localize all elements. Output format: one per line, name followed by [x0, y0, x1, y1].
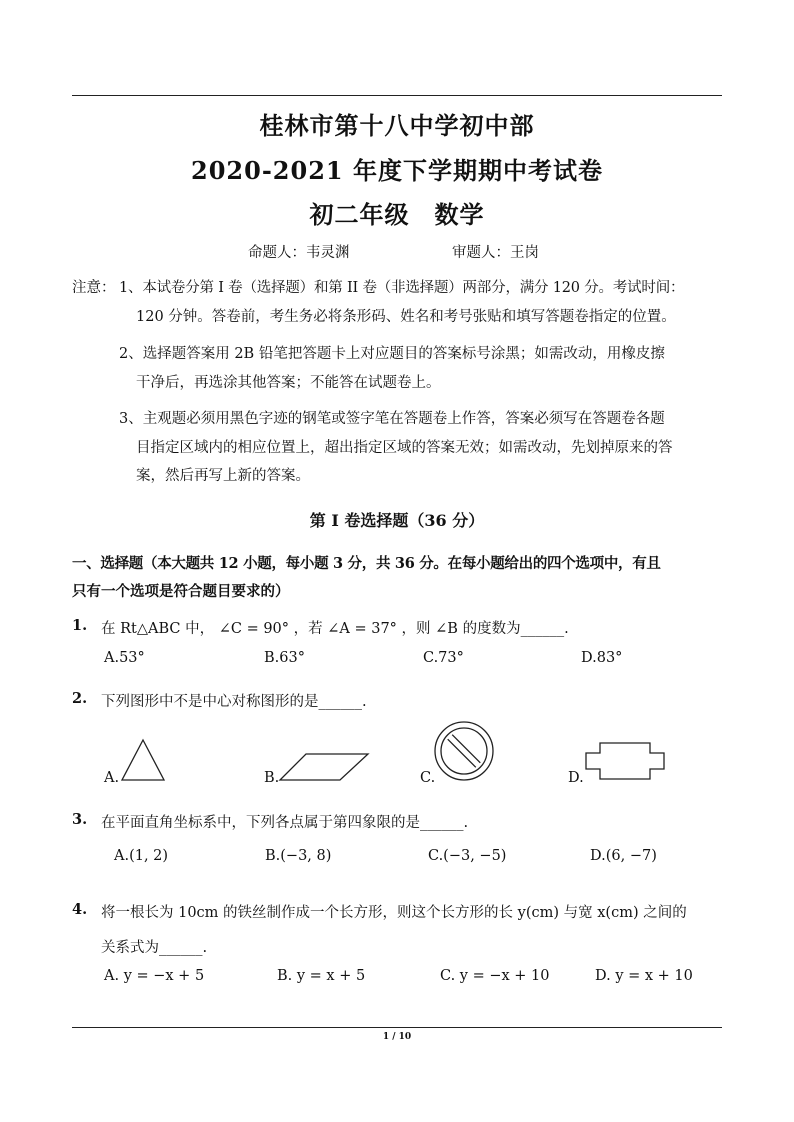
- q2-option-b: B.: [264, 770, 280, 786]
- exam-title: 2020-2021 年度下学期期中考试卷: [191, 156, 603, 185]
- q2-text: 下列图形中不是中心对称图形的是______.: [101, 694, 367, 710]
- q1-number: 1.: [72, 617, 88, 634]
- subject-title: 初二年级 数学: [309, 200, 485, 229]
- notice-label: 注意：: [72, 280, 116, 296]
- q4-option-d: D. y = x + 10: [595, 968, 693, 984]
- school-title: 桂林市第十八中学初中部: [259, 111, 535, 140]
- q1-option-d: D.83°: [581, 650, 623, 666]
- reviewer: 审题人：王岗: [452, 245, 539, 261]
- q3-option-a: A.(1, 2): [114, 848, 169, 864]
- no-sign-icon: [433, 720, 495, 782]
- cross-shape-icon: [584, 741, 666, 781]
- parallelogram-icon: [278, 752, 370, 782]
- q2-number: 2.: [72, 690, 88, 707]
- section-title: 第 I 卷选择题（36 分）: [309, 511, 485, 530]
- q3-option-b: B.(−3, 8): [265, 848, 332, 864]
- triangle-icon: [120, 738, 166, 782]
- q3-option-d: D.(6, −7): [590, 848, 657, 864]
- notice-item-3-line-1: 3、主观题必须用黑色字迹的钢笔或签字笔在答题卷上作答，答案必须写在答题卷各题: [119, 411, 665, 427]
- notice-item-1-line-1: 1、本试卷分第 I 卷（选择题）和第 II 卷（非选择题）两部分，满分 120 分。考试时间：: [119, 280, 685, 296]
- q1-option-a: A.53°: [104, 650, 145, 666]
- top-rule: [72, 95, 722, 96]
- q4-option-b: B. y = x + 5: [277, 968, 366, 984]
- q3-number: 3.: [72, 811, 88, 828]
- setter: 命题人：韦灵渊: [248, 245, 350, 261]
- q4-text-line-2: 关系式为______.: [101, 940, 208, 956]
- q1-text: 在 Rt△ABC 中， ∠C = 90° ，若 ∠A = 37° ，则 ∠B 的度数为______.: [101, 621, 569, 637]
- bottom-rule: [72, 1027, 722, 1028]
- page-number: 1 / 10: [382, 1032, 412, 1042]
- q4-option-a: A. y = −x + 5: [104, 968, 205, 984]
- part-heading-line-2: 只有一个选项是符合题目要求的）: [72, 583, 290, 600]
- q2-option-a: A.: [104, 770, 120, 786]
- q4-number: 4.: [72, 901, 88, 918]
- q4-option-c: C. y = −x + 10: [440, 968, 550, 984]
- q3-option-c: C.(−3, −5): [428, 848, 507, 864]
- notice-item-2-line-1: 2、选择题答案用 2B 铅笔把答题卡上对应题目的答案标号涂黑；如需改动，用橡皮擦: [119, 346, 665, 362]
- q4-text-line-1: 将一根长为 10cm 的铁丝制作成一个长方形，则这个长方形的长 y(cm) 与宽 x(cm) 之间的: [101, 905, 687, 921]
- notice-item-1-line-2: 120 分钟。答卷前，考生务必将条形码、姓名和考号张贴和填写答题卷指定的位置。: [136, 309, 676, 325]
- q1-option-b: B.63°: [264, 650, 305, 666]
- notice-item-3-line-3: 案，然后再写上新的答案。: [136, 468, 310, 484]
- part-heading-line-1: 一、选择题（本大题共 12 小题，每小题 3 分，共 36 分。在每小题给出的四个选项中，有且: [72, 555, 661, 572]
- notice-item-2-line-2: 干净后，再选涂其他答案；不能答在试题卷上。: [136, 375, 441, 391]
- notice-item-3-line-2: 目指定区域内的相应位置上，超出指定区域的答案无效；如需改动，先划掉原来的答: [136, 440, 673, 456]
- q2-option-c: C.: [420, 770, 436, 786]
- q3-text: 在平面直角坐标系中，下列各点属于第四象限的是______.: [101, 815, 469, 831]
- q2-option-d: D.: [568, 770, 584, 786]
- q1-option-c: C.73°: [423, 650, 464, 666]
